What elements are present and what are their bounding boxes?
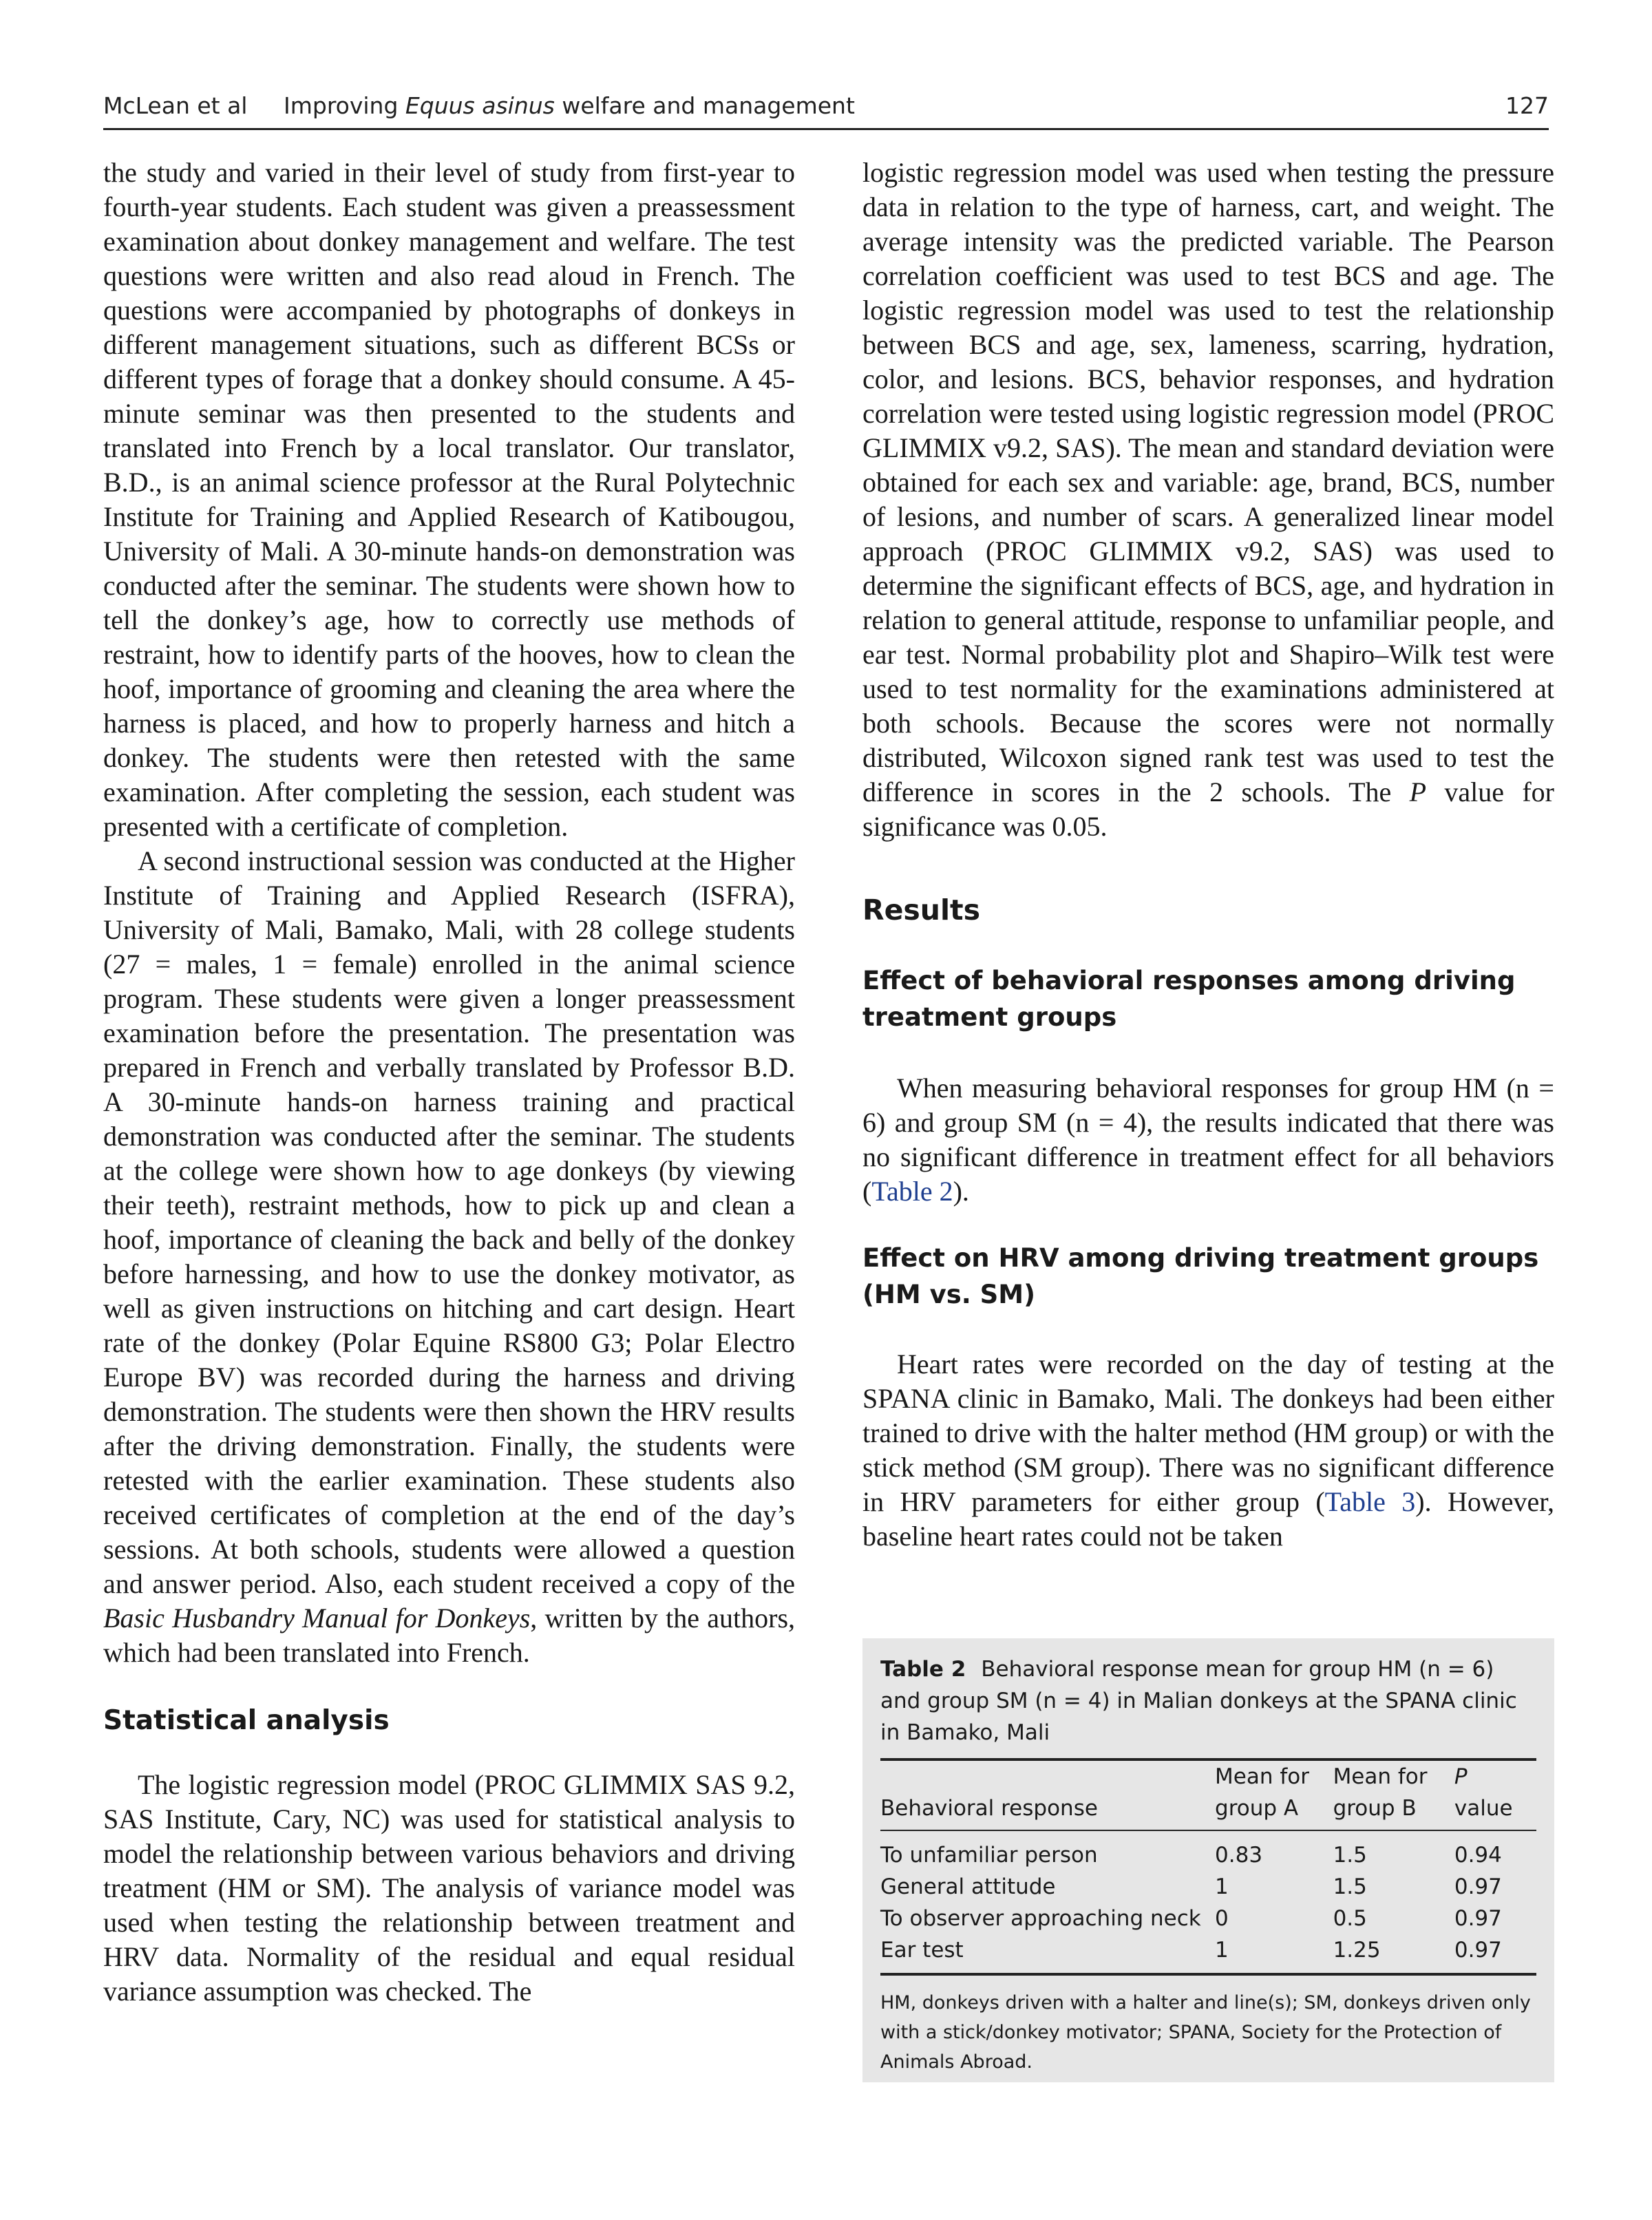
table-2-link[interactable]: Table 2 — [871, 1176, 953, 1207]
paragraph-methods-continued: the study and varied in their level of study from first-year to fourth-year students. Each student was given a preassessment examination about donkey management and welfare. The test questions were written and also read aloud in French. The questions were accompanied by photographs of donkeys in different management situations, such as different BCSs or different types of forage that a donkey should consume. A 45-minute seminar was then presented to the students and translated into French by a local translator. Our translator, B.D., is an animal science professor at the Rural Polytechnic Institute for Training and Applied Research of Katibougou, University of Mali. A 30-minute hands-on demonstration was conducted after the seminar. The students were shown how to tell the donkey’s age, how to correctly use methods of restraint, how to identify parts of the hooves, how to clean the hoof, importance of grooming and cleaning the area where the harness is placed, and how to properly harness and hitch a donkey. The students were then retested with the same examination. After completing the session, each student was presented with a certificate of completion. — [103, 157, 795, 842]
results-heading: Results — [862, 894, 981, 927]
table-2-label: Table 2 — [880, 1657, 966, 1682]
paragraph-second-session — [103, 844, 795, 1670]
manual-title: Basic Husbandry Manual for Donkeys — [103, 1603, 531, 1634]
column-header-p-symbol: P — [1454, 1764, 1468, 1789]
column-header-group-a — [1215, 1761, 1333, 1830]
cell-p-value: 0.97 — [1454, 1874, 1502, 1899]
table-2-caption-text: Behavioral response mean for group HM (n = 6) and group SM (n = 4) in Malian donkeys at the SPANA clinic in Bamako, Mali — [880, 1657, 1517, 1745]
paragraph-behavioral-results — [862, 1071, 1554, 1209]
header-title-end: welfare and management — [554, 92, 855, 119]
statistics-text: logistic regression model was used when testing the pressure data in relation to the type of harness, cart, and weight. The average intensity was the predicted variable. The Pearson correlation coefficient was used to test BCS and age. The logistic regression model was used to test the relationship between BCS and age, sex, lameness, scarring, hydration, color, and lesions. BCS, behavior responses, and hydration correlation were tested using logistic regression model (PROC GLIMMIX v9.2, SAS). The mean and standard deviation were obtained for each sex and variable: age, brand, BCS, number of lesions, and number of scars. A generalized linear model approach (PROC GLIMMIX v9.2, SAS) was used to determine the significant effects of BCS, age, and hydration in relation to general attitude, response to unfamiliar people, and ear test. Normal probability plot and Shapiro–Wilk test were used to test normality for the examinations administered at both schools. Because the scores were not normally distributed, Wilcoxon signed rank test was used to test the difference in scores in the 2 schools. The — [862, 157, 1554, 807]
column-header-group-b — [1333, 1761, 1454, 1830]
cell-p-value: 0.97 — [1454, 1906, 1502, 1931]
cell-group-b: 1.25 — [1333, 1938, 1381, 1963]
behavioral-results-text: When measuring behavioral responses for group HM (n = 6) and group SM (n = 4), the results indicated that there was no significant difference in treatment effect for all behaviors ( — [862, 1072, 1554, 1207]
table-row — [880, 1830, 1536, 1871]
p-symbol: P — [1409, 776, 1427, 807]
header-title-species: Equus asinus — [405, 92, 555, 119]
cell-response: To observer approaching neck — [880, 1906, 1201, 1931]
cell-p-value: 0.94 — [1454, 1843, 1502, 1868]
column-header-group-b-line1: Mean for — [1333, 1764, 1428, 1789]
header-article-title — [284, 92, 855, 119]
cell-p-value: 0.97 — [1454, 1938, 1502, 1963]
column-header-group-a-line2: group A — [1215, 1796, 1299, 1821]
cell-group-b: 0.5 — [1333, 1906, 1367, 1931]
second-session-end: , written by the authors, which had been translated into French. — [103, 1603, 796, 1668]
cell-group-a: 0 — [1215, 1906, 1229, 1931]
cell-group-a: 1 — [1215, 1874, 1229, 1899]
cell-response: General attitude — [880, 1874, 1056, 1899]
table-2-footnote: HM, donkeys driven with a halter and line(s); SM, donkeys driven only with a stick/donkey motivator; SPANA, Society for the Protection of Animals Abroad. — [880, 1992, 1531, 2073]
cell-group-a: 1 — [1215, 1938, 1229, 1963]
table-3-link[interactable]: Table 3 — [1324, 1486, 1416, 1517]
behavioral-responses-heading: Effect of behavioral responses among driving treatment groups — [862, 966, 1516, 1032]
column-header-group-b-line2: group B — [1333, 1796, 1417, 1821]
table-2-box — [862, 1638, 1554, 2082]
second-session-text: A second instructional session was conducted at the Higher Institute of Training and Applied Research (ISFRA), University of Mali, Bamako, Mali, with 28 college students (27 = males, 1 = female) enrolled in the animal science program. These students were given a longer preassessment examination before the presentation. The presentation was prepared in French and verbally translated by Professor B.D. A 30-minute hands-on harness training and practical demonstration was conducted after the seminar. The students at the college were shown how to age donkeys (by viewing their teeth), restraint methods, how to pick up and clean a hoof, importance of cleaning the back and belly of the donkey before harnessing, and how to use the donkey motivator, as well as given instructions on hitching and cart design. Heart rate of the donkey (Polar Equine RS800 G3; Polar Electro Europe BV) was recorded during the harness and driving demonstration. The students were then shown the HRV results after the driving demonstration. Finally, the students were retested with the earlier examination. These students also received certificates of completion at the end of the day’s sessions. At both schools, students were allowed a question and answer period. Also, each student received a copy of the — [103, 845, 795, 1599]
header-title-start: Improving — [284, 92, 405, 119]
hrv-results-end: ). However, baseline heart rates could not be taken — [862, 1486, 1554, 1552]
table-row — [880, 1903, 1536, 1934]
table-2 — [880, 1761, 1536, 1976]
page-number: 127 — [1505, 92, 1549, 119]
column-header-group-a-line1: Mean for — [1215, 1764, 1309, 1789]
running-header — [103, 87, 1549, 130]
paragraph-statistical-analysis: The logistic regression model (PROC GLIMMIX SAS 9.2, SAS Institute, Cary, NC) was used for statistical analysis to model the relationship between various behaviors and driving treatment (HM or SM). The analysis of variance model was used when testing the relationship between treatment and HRV data. Normality of the residual and equal residual variance assumption was checked. The — [103, 1769, 795, 2007]
table-row — [880, 1934, 1536, 1974]
column-header-p-value-line2: value — [1454, 1796, 1513, 1821]
hrv-heading: Effect on HRV among driving treatment groups (HM vs. SM) — [862, 1243, 1539, 1309]
statistical-analysis-heading: Statistical analysis — [103, 1705, 390, 1736]
table-header-row — [880, 1761, 1536, 1830]
cell-response: To unfamiliar person — [880, 1843, 1098, 1868]
right-column — [862, 156, 1554, 1554]
cell-group-b: 1.5 — [1333, 1874, 1367, 1899]
cell-group-a: 0.83 — [1215, 1843, 1263, 1868]
column-header-response: Behavioral response — [880, 1796, 1098, 1821]
column-header-p-value — [1454, 1761, 1536, 1830]
paragraph-hrv-results — [862, 1347, 1554, 1554]
cell-response: Ear test — [880, 1938, 964, 1963]
statistics-end: value for significance was 0.05. — [862, 776, 1555, 842]
table-2-caption — [880, 1653, 1536, 1748]
table-row — [880, 1871, 1536, 1903]
hrv-results-text: Heart rates were recorded on the day of testing at the SPANA clinic in Bamako, Mali. The donkeys had been either trained to drive with the halter method (HM group) or with the stick method (SM group). There was no significant difference in HRV parameters for either group ( — [862, 1349, 1554, 1517]
left-column — [103, 156, 795, 2009]
cell-group-b: 1.5 — [1333, 1843, 1367, 1868]
paragraph-statistics-continued — [862, 156, 1554, 844]
header-authors: McLean et al — [103, 92, 248, 119]
behavioral-results-end: ). — [953, 1176, 969, 1207]
